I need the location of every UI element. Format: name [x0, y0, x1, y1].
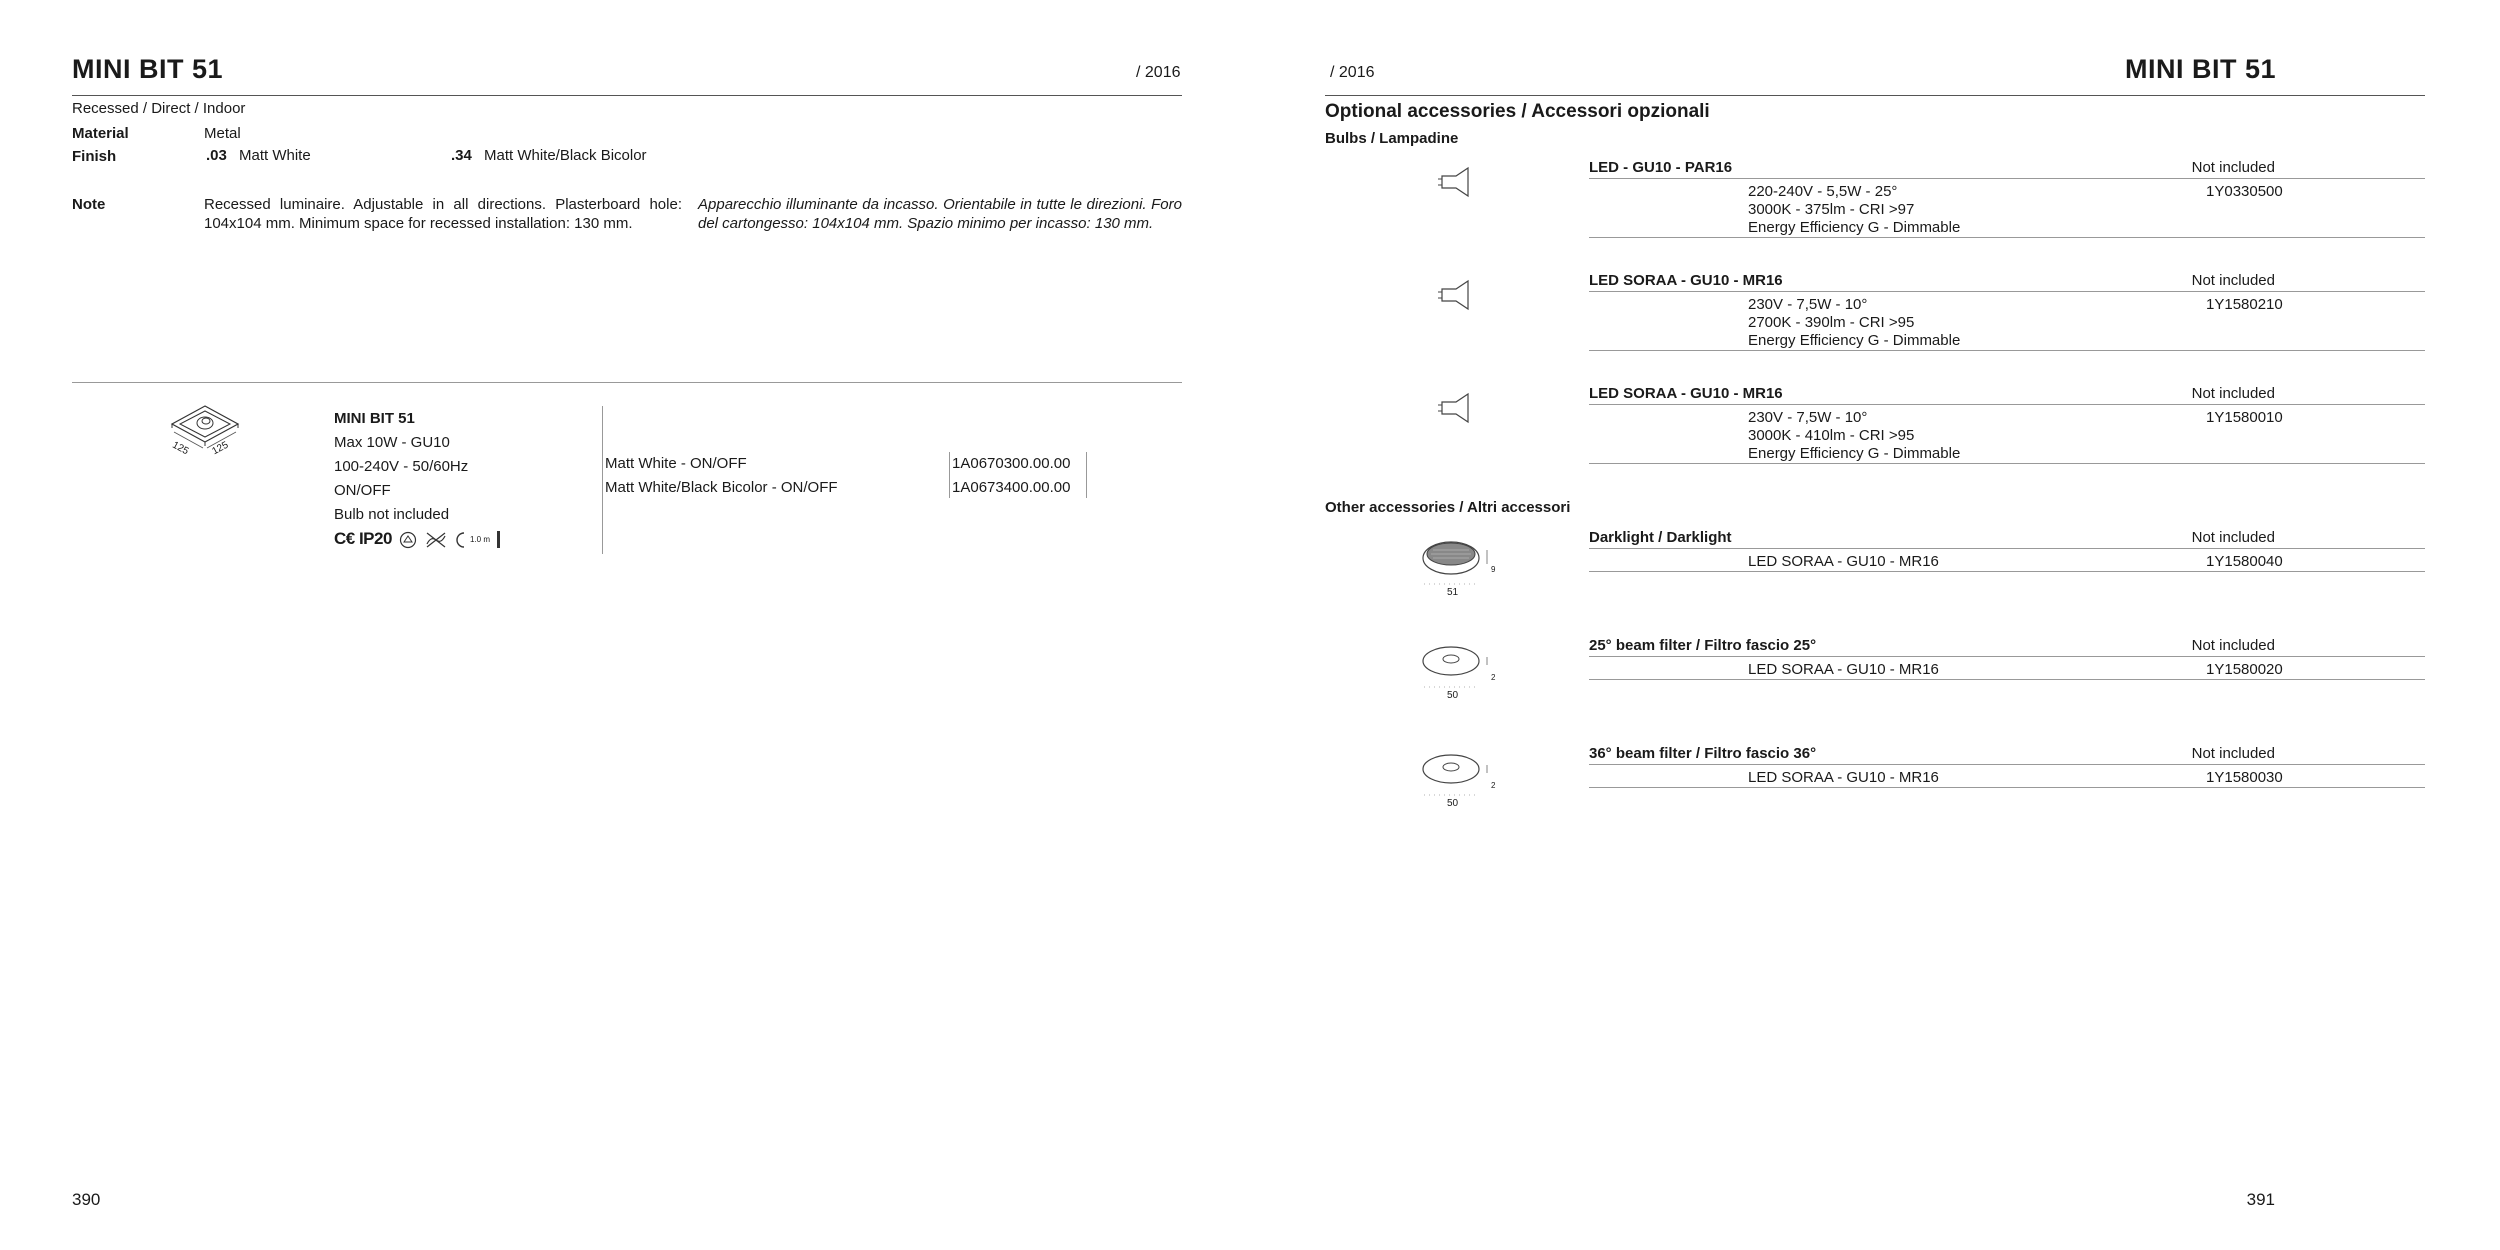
dimension-label: 9	[1491, 565, 1496, 574]
bulb-spec: 220-240V - 5,5W - 25°	[1748, 183, 1898, 200]
beam-filter-25-drawing-icon	[1420, 643, 1500, 693]
subtitle: Recessed / Direct / Indoor	[72, 100, 246, 117]
note-label: Note	[72, 196, 106, 213]
product-spec: Bulb not included	[334, 506, 450, 523]
column-divider	[949, 452, 950, 498]
product-spec: 100-240V - 50/60Hz	[334, 458, 469, 475]
other-heading: Other accessories / Altri accessori	[1325, 499, 1571, 516]
finish-label: Finish	[72, 148, 117, 165]
bulb-status: Not included	[2191, 159, 2275, 176]
bulb-status: Not included	[2191, 272, 2275, 289]
year-label: / 2016	[1330, 64, 1375, 81]
year-label: / 2016	[1136, 64, 1181, 81]
column-divider	[1086, 452, 1087, 498]
row-rule	[1589, 571, 2425, 572]
bulb-status: Not included	[2191, 385, 2275, 402]
variant-name: Matt White - ON/OFF	[605, 455, 747, 472]
row-rule	[1589, 679, 2425, 680]
accessory-name: 36° beam filter / Filtro fascio 36°	[1589, 745, 1817, 762]
accessory-status: Not included	[2191, 745, 2275, 762]
dimension-label: 2	[1491, 673, 1496, 682]
bulb-spec: 230V - 7,5W - 10°	[1748, 296, 1868, 313]
material-value: Metal	[204, 125, 241, 142]
right-page	[1250, 0, 2500, 1250]
finish-code: .34	[451, 147, 472, 164]
dimension-label: 125	[210, 439, 231, 458]
row-rule	[1589, 548, 2425, 549]
bulb-mr16-icon	[1436, 278, 1474, 312]
header-rule	[1325, 95, 2425, 96]
accessory-name: 25° beam filter / Filtro fascio 25°	[1589, 637, 1817, 654]
bulb-spec: 3000K - 410lm - CRI >95	[1748, 427, 1915, 444]
class-insulation-icon	[398, 530, 418, 550]
bulb-spec: 230V - 7,5W - 10°	[1748, 409, 1868, 426]
variant-code: 1A0670300.00.00	[952, 455, 1071, 472]
bulb-spec: 2700K - 390lm - CRI >95	[1748, 314, 1915, 331]
note-italian: Apparecchio illuminante da incasso. Orientabile in tutte le direzioni. Foro del cartongesso: 104x104 mm. Spazio minimo per incasso: 130 mm.	[698, 196, 1182, 232]
accessory-code: 1Y1580040	[2206, 553, 2283, 570]
row-rule	[1589, 463, 2425, 464]
accessory-spec: LED SORAA - GU10 - MR16	[1748, 553, 1939, 570]
bulb-code: 1Y1580210	[2206, 296, 2283, 313]
accessory-name: Darklight / Darklight	[1589, 529, 1732, 546]
row-rule	[1589, 787, 2425, 788]
row-rule	[1589, 656, 2425, 657]
finish-code: .03	[206, 147, 227, 164]
product-spec: ON/OFF	[334, 482, 391, 499]
row-rule	[1589, 764, 2425, 765]
bulb-name: LED - GU10 - PAR16	[1589, 159, 1733, 176]
accessory-spec: LED SORAA - GU10 - MR16	[1748, 661, 1939, 678]
bulb-spec: Energy Efficiency G - Dimmable	[1748, 445, 1961, 462]
dimension-label: 51	[1447, 587, 1459, 598]
cable-length-label: 1.0 m	[470, 535, 491, 544]
dimension-label: 125	[170, 439, 191, 458]
bulb-name: LED SORAA - GU10 - MR16	[1589, 385, 1783, 402]
page-title: MINI BIT 51	[72, 54, 224, 84]
bulb-mr16-icon	[1436, 391, 1474, 425]
row-rule	[1589, 404, 2425, 405]
dimension-label: 50	[1447, 690, 1459, 701]
finish-name: Matt White	[239, 147, 311, 164]
variant-code: 1A0673400.00.00	[952, 479, 1071, 496]
page-title: MINI BIT 51	[2124, 54, 2276, 84]
page-number: 391	[2246, 1190, 2275, 1209]
bulb-code: 1Y0330500	[2206, 183, 2283, 200]
row-rule	[1589, 237, 2425, 238]
row-rule	[1589, 178, 2425, 179]
accessory-status: Not included	[2191, 637, 2275, 654]
header-rule	[72, 95, 1182, 96]
bulb-spec: Energy Efficiency G - Dimmable	[1748, 332, 1961, 349]
bulb-spec: 3000K - 375lm - CRI >97	[1748, 201, 1915, 218]
luminaire-drawing-icon	[160, 402, 250, 464]
material-label: Material	[72, 125, 129, 142]
row-rule	[1589, 291, 2425, 292]
dimmable-icon	[454, 530, 468, 550]
bulb-par16-icon	[1436, 165, 1474, 199]
dimension-label: 2	[1491, 781, 1496, 790]
beam-filter-36-drawing-icon	[1420, 751, 1500, 801]
variant-name: Matt White/Black Bicolor - ON/OFF	[605, 479, 838, 496]
bulbs-heading: Bulbs / Lampadine	[1325, 130, 1459, 147]
bulb-spec: Energy Efficiency G - Dimmable	[1748, 219, 1961, 236]
no-insulation-cover-icon	[424, 530, 448, 550]
ce-ip20-marks: C€ IP20	[334, 529, 392, 548]
darklight-drawing-icon	[1420, 534, 1500, 592]
note-english: Recessed luminaire. Adjustable in all directions. Plasterboard hole: 104x104 mm. Minimum space for recessed installation: 130 mm.	[204, 196, 682, 232]
section-title: Optional accessories / Accessori opzionali	[1325, 101, 1710, 122]
bulb-name: LED SORAA - GU10 - MR16	[1589, 272, 1783, 289]
dimension-label: 50	[1447, 798, 1459, 809]
finish-name: Matt White/Black Bicolor	[484, 147, 647, 164]
accessory-code: 1Y1580030	[2206, 769, 2283, 786]
accessory-code: 1Y1580020	[2206, 661, 2283, 678]
section-divider	[72, 382, 1182, 383]
accessory-status: Not included	[2191, 529, 2275, 546]
column-divider	[602, 406, 603, 554]
row-rule	[1589, 350, 2425, 351]
product-spec: Max 10W - GU10	[334, 434, 450, 451]
bulb-code: 1Y1580010	[2206, 409, 2283, 426]
page-number: 390	[72, 1190, 101, 1209]
cable-bar-icon	[497, 531, 500, 548]
accessory-spec: LED SORAA - GU10 - MR16	[1748, 769, 1939, 786]
product-name: MINI BIT 51	[334, 410, 415, 427]
